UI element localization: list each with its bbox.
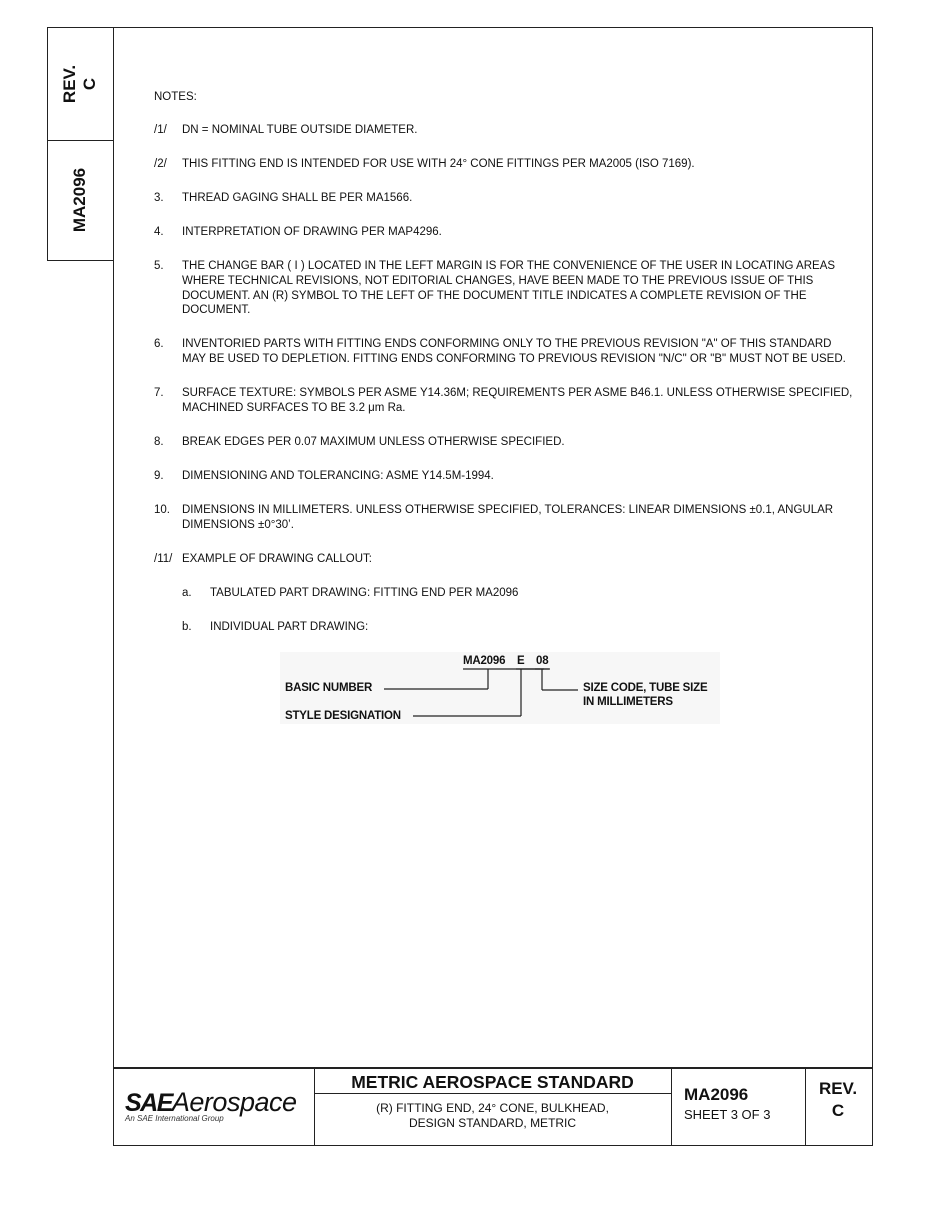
sub-item-letter: a. [182, 587, 192, 600]
callout-part-number: MA2096 [463, 655, 506, 667]
note-number: 9. [154, 470, 164, 483]
logo-subtitle: An SAE International Group [125, 1114, 224, 1123]
callout-size-code-label-1: SIZE CODE, TUBE SIZE [583, 682, 708, 694]
revision-cell [805, 1069, 871, 1146]
note-item [154, 157, 854, 172]
note-text: SURFACE TEXTURE: SYMBOLS PER ASME Y14.36M; REQUIREMENTS PER ASME B46.1. UNLESS OTHERWISE SPECIFIED, MACHINED SURFACES TO BE 3.2 μm Ra. [182, 387, 853, 414]
note-item [154, 191, 854, 206]
note-item [154, 503, 854, 532]
notes-section [154, 90, 854, 655]
note-text: THE CHANGE BAR ( I ) LOCATED IN THE LEFT MARGIN IS FOR THE CONVENIENCE OF THE USER IN LOCATING AREAS WHERE TECHNICAL REVISIONS, NOT EDITORIAL CHANGES, HAVE BEEN MADE TO THE PREVIOUS ISSUE OF THIS DOCUMENT. AN (R) SYMBOL TO THE LEFT OF THE DOCUMENT TITLE INDICATES A COMPLETE REVISION OF THE DOCUMENT. [182, 260, 836, 317]
document-title [314, 1101, 671, 1131]
note-item [154, 123, 854, 138]
side-rev-value: C [80, 77, 100, 91]
revision-label: REV. [818, 1079, 858, 1098]
revision-value: C [831, 1101, 845, 1120]
note-item [154, 337, 854, 366]
note-number: 6. [154, 338, 164, 351]
callout-size-code: 08 [536, 655, 549, 667]
side-doc-number: MA2096 [70, 167, 90, 233]
note-number: /1/ [154, 123, 167, 136]
callout-size-code-label-2: IN MILLIMETERS [583, 696, 673, 708]
note-item [154, 225, 854, 240]
document-number: MA2096 [684, 1085, 749, 1104]
logo-aerospace-text: Aerospace [171, 1087, 297, 1117]
sub-item-text: INDIVIDUAL PART DRAWING: [210, 621, 369, 634]
note-text: THREAD GAGING SHALL BE PER MA1566. [182, 191, 413, 204]
note-text: INVENTORIED PARTS WITH FITTING ENDS CONFORMING ONLY TO THE PREVIOUS REVISION "A" OF THIS STANDARD MAY BE USED TO DEPLETION. FITTING ENDS CONFORMING TO PREVIOUS REVISION "N/C" OR "B" MUST NOT BE USED. [182, 338, 846, 365]
note-text: BREAK EDGES PER 0.07 MAXIMUM UNLESS OTHERWISE SPECIFIED. [182, 435, 565, 448]
logo-cell [113, 1069, 315, 1146]
note-text: DIMENSIONING AND TOLERANCING: ASME Y14.5M-1994. [182, 470, 494, 483]
note-number: 5. [154, 260, 164, 273]
note-text: INTERPRETATION OF DRAWING PER MAP4296. [182, 226, 442, 239]
sub-item [154, 586, 854, 601]
note-number: /2/ [154, 157, 167, 170]
sub-item [154, 620, 854, 635]
note-text: DN = NOMINAL TUBE OUTSIDE DIAMETER. [182, 123, 418, 136]
callout-diagram [280, 652, 720, 724]
sub-item-text: TABULATED PART DRAWING: FITTING END PER MA2096 [210, 587, 519, 600]
sheet-number: SHEET 3 OF 3 [684, 1107, 771, 1122]
note-number: /11/ [154, 553, 173, 566]
document-number-cell [671, 1069, 806, 1146]
callout-basic-number-label: BASIC NUMBER [285, 682, 373, 694]
side-rev-label: REV. [60, 64, 80, 104]
logo-sae-text: SAE [125, 1089, 172, 1117]
title-block [113, 1067, 873, 1146]
note-item [154, 435, 854, 450]
side-tab-doc-number [48, 140, 113, 260]
note-number: 4. [154, 226, 164, 239]
callout-style-code: E [517, 655, 525, 667]
note-number: 10. [154, 504, 170, 517]
note-text: EXAMPLE OF DRAWING CALLOUT: [182, 553, 372, 566]
document-title-line-1: (R) FITTING END, 24° CONE, BULKHEAD, [376, 1101, 609, 1115]
note-text: THIS FITTING END IS INTENDED FOR USE WITH 24° CONE FITTINGS PER MA2005 (ISO 7169). [182, 157, 695, 170]
note-item [154, 552, 854, 567]
sub-item-letter: b. [182, 621, 192, 634]
document-title-line-2: DESIGN STANDARD, METRIC [408, 1116, 577, 1130]
note-item [154, 386, 854, 415]
note-item [154, 259, 854, 317]
side-tab [47, 27, 113, 261]
callout-style-designation-label: STYLE DESIGNATION [285, 710, 401, 722]
title-cell [314, 1069, 672, 1146]
note-number: 8. [154, 435, 164, 448]
standard-heading: METRIC AEROSPACE STANDARD [314, 1069, 671, 1094]
note-item [154, 469, 854, 484]
side-tab-revision [48, 28, 113, 141]
note-number: 3. [154, 191, 164, 204]
note-text: DIMENSIONS IN MILLIMETERS. UNLESS OTHERWISE SPECIFIED, TOLERANCES: LINEAR DIMENSIONS ±0.1, ANGULAR DIMENSIONS ±0°30’. [182, 504, 834, 531]
note-number: 7. [154, 387, 164, 400]
notes-title: NOTES: [154, 91, 197, 103]
